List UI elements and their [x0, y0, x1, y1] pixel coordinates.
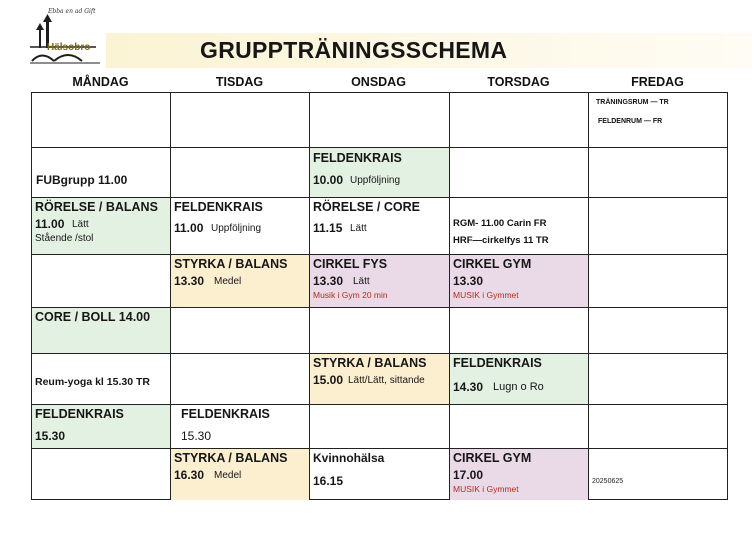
cell-tue-r5	[171, 308, 310, 354]
logo-name: Hälsobro	[47, 42, 91, 53]
class-time: 11.00	[35, 217, 65, 231]
activity-line: HRF—cirkelfys 11 TR	[453, 235, 549, 246]
schedule-table	[31, 92, 728, 500]
class-name: Reum-yoga kl 15.30 TR	[35, 376, 150, 388]
class-name: CORE / BOLL 14.00	[35, 310, 151, 324]
cell-tue-r2	[171, 148, 310, 198]
class-name: RÖRELSE / CORE	[313, 200, 420, 214]
cell-wed-r7	[310, 405, 450, 449]
cell-wed-r6	[310, 354, 450, 405]
class-level: Medel	[214, 470, 242, 481]
cell-mon-r4	[32, 255, 171, 308]
cell-tue-r1	[171, 93, 310, 148]
cell-fri-r7	[589, 405, 728, 449]
class-name: CIRKEL FYS	[313, 257, 388, 271]
cell-thu-r1	[450, 93, 589, 148]
cell-wed-r4	[310, 255, 450, 308]
class-level: Lätt	[72, 219, 89, 230]
cell-thu-r4	[450, 255, 589, 308]
cell-thu-r7	[450, 405, 589, 449]
cell-tue-r7	[171, 405, 310, 449]
class-time: 11.15	[313, 221, 343, 235]
class-name: STYRKA / BALANS	[313, 356, 427, 370]
cell-mon-r6	[32, 354, 171, 405]
class-name: FELDENKRAIS	[35, 407, 124, 421]
class-name: STYRKA / BALANS	[174, 451, 288, 465]
class-note: MUSIK i Gymmet	[453, 290, 519, 300]
class-time: 16.15	[313, 474, 344, 488]
class-name: CIRKEL GYM	[453, 257, 532, 271]
cell-wed-r3	[310, 198, 450, 255]
class-name: FELDENKRAIS	[181, 407, 270, 421]
class-time: 13.30	[453, 274, 484, 288]
cell-mon-r8	[32, 449, 171, 500]
class-level: Lugn o Ro	[493, 381, 544, 393]
class-note: Stående /stol	[35, 233, 94, 244]
cell-tue-r6	[171, 354, 310, 405]
class-note: MUSIK i Gymmet	[453, 484, 519, 494]
page-title: GRUPPTRÄNINGSSCHEMA	[200, 37, 508, 63]
class-time: 15.00	[313, 373, 344, 387]
cell-wed-r1	[310, 93, 450, 148]
cell-fri-r5	[589, 308, 728, 354]
cell-mon-r2	[32, 148, 171, 198]
class-name: CIRKEL GYM	[453, 451, 532, 465]
class-time: 15.30	[181, 429, 212, 443]
class-time: 11.00	[174, 221, 204, 235]
class-time: 15.30	[35, 429, 66, 443]
room-legend-fr: FELDENRUM — FR	[598, 118, 663, 125]
cell-fri-r8	[589, 449, 728, 500]
revision-date: 20250625	[592, 478, 624, 485]
day-header-thursday: TORSDAG	[487, 75, 550, 89]
logo-motto: Ebba en ad Gift	[48, 8, 96, 15]
class-level: Lätt/Lätt, sittande	[348, 375, 425, 386]
class-name: FUBgrupp 11.00	[36, 173, 128, 187]
cell-fri-r1	[589, 93, 728, 148]
day-header-friday: FREDAG	[631, 75, 684, 89]
cell-tue-r8	[171, 449, 310, 500]
class-time: 13.30	[313, 274, 344, 288]
class-time: 13.30	[174, 274, 205, 288]
cell-mon-r1	[32, 93, 171, 148]
cell-thu-r5	[450, 308, 589, 354]
cell-fri-r4	[589, 255, 728, 308]
cell-fri-r3	[589, 198, 728, 255]
class-name: FELDENKRAIS	[174, 200, 263, 214]
cell-tue-r4	[171, 255, 310, 308]
day-header-tuesday: TISDAG	[215, 75, 264, 89]
room-legend-tr: TRÄNINGSRUM — TR	[596, 99, 669, 106]
cell-mon-r3	[32, 198, 171, 255]
cell-thu-r2	[450, 148, 589, 198]
cell-wed-r8	[310, 449, 450, 500]
cell-thu-r6	[450, 354, 589, 405]
day-header-monday: MÅNDAG	[72, 75, 129, 89]
cell-tue-r3	[171, 198, 310, 255]
class-time: 16.30	[174, 468, 205, 482]
cell-wed-r2	[310, 148, 450, 198]
cell-fri-r2	[589, 148, 728, 198]
cell-wed-r5	[310, 308, 450, 354]
class-time: 14.30	[453, 380, 484, 394]
class-level: Lätt	[353, 276, 370, 287]
class-level: Medel	[214, 276, 242, 287]
activity-line: RGM- 11.00 Carin FR	[453, 218, 547, 229]
class-time: 17.00	[453, 468, 484, 482]
class-name: STYRKA / BALANS	[174, 257, 288, 271]
class-level: Uppföljning	[350, 175, 401, 186]
class-name: FELDENKRAIS	[313, 151, 402, 165]
cell-mon-r5	[32, 308, 171, 354]
class-level: Uppföljning	[211, 223, 262, 234]
cell-thu-r3	[450, 198, 589, 255]
day-header-wednesday: ONSDAG	[351, 75, 406, 89]
class-level: Lätt	[350, 223, 367, 234]
cell-mon-r7	[32, 405, 171, 449]
class-time: 10.00	[313, 173, 344, 187]
class-name: FELDENKRAIS	[453, 356, 542, 370]
class-note: Musik i Gym 20 min	[313, 290, 388, 300]
cell-thu-r8	[450, 449, 589, 500]
cell-fri-r6	[589, 354, 728, 405]
hälsobro-logo	[30, 8, 104, 70]
class-name: RÖRELSE / BALANS	[35, 200, 158, 214]
class-name: Kvinnohälsa	[313, 451, 385, 465]
